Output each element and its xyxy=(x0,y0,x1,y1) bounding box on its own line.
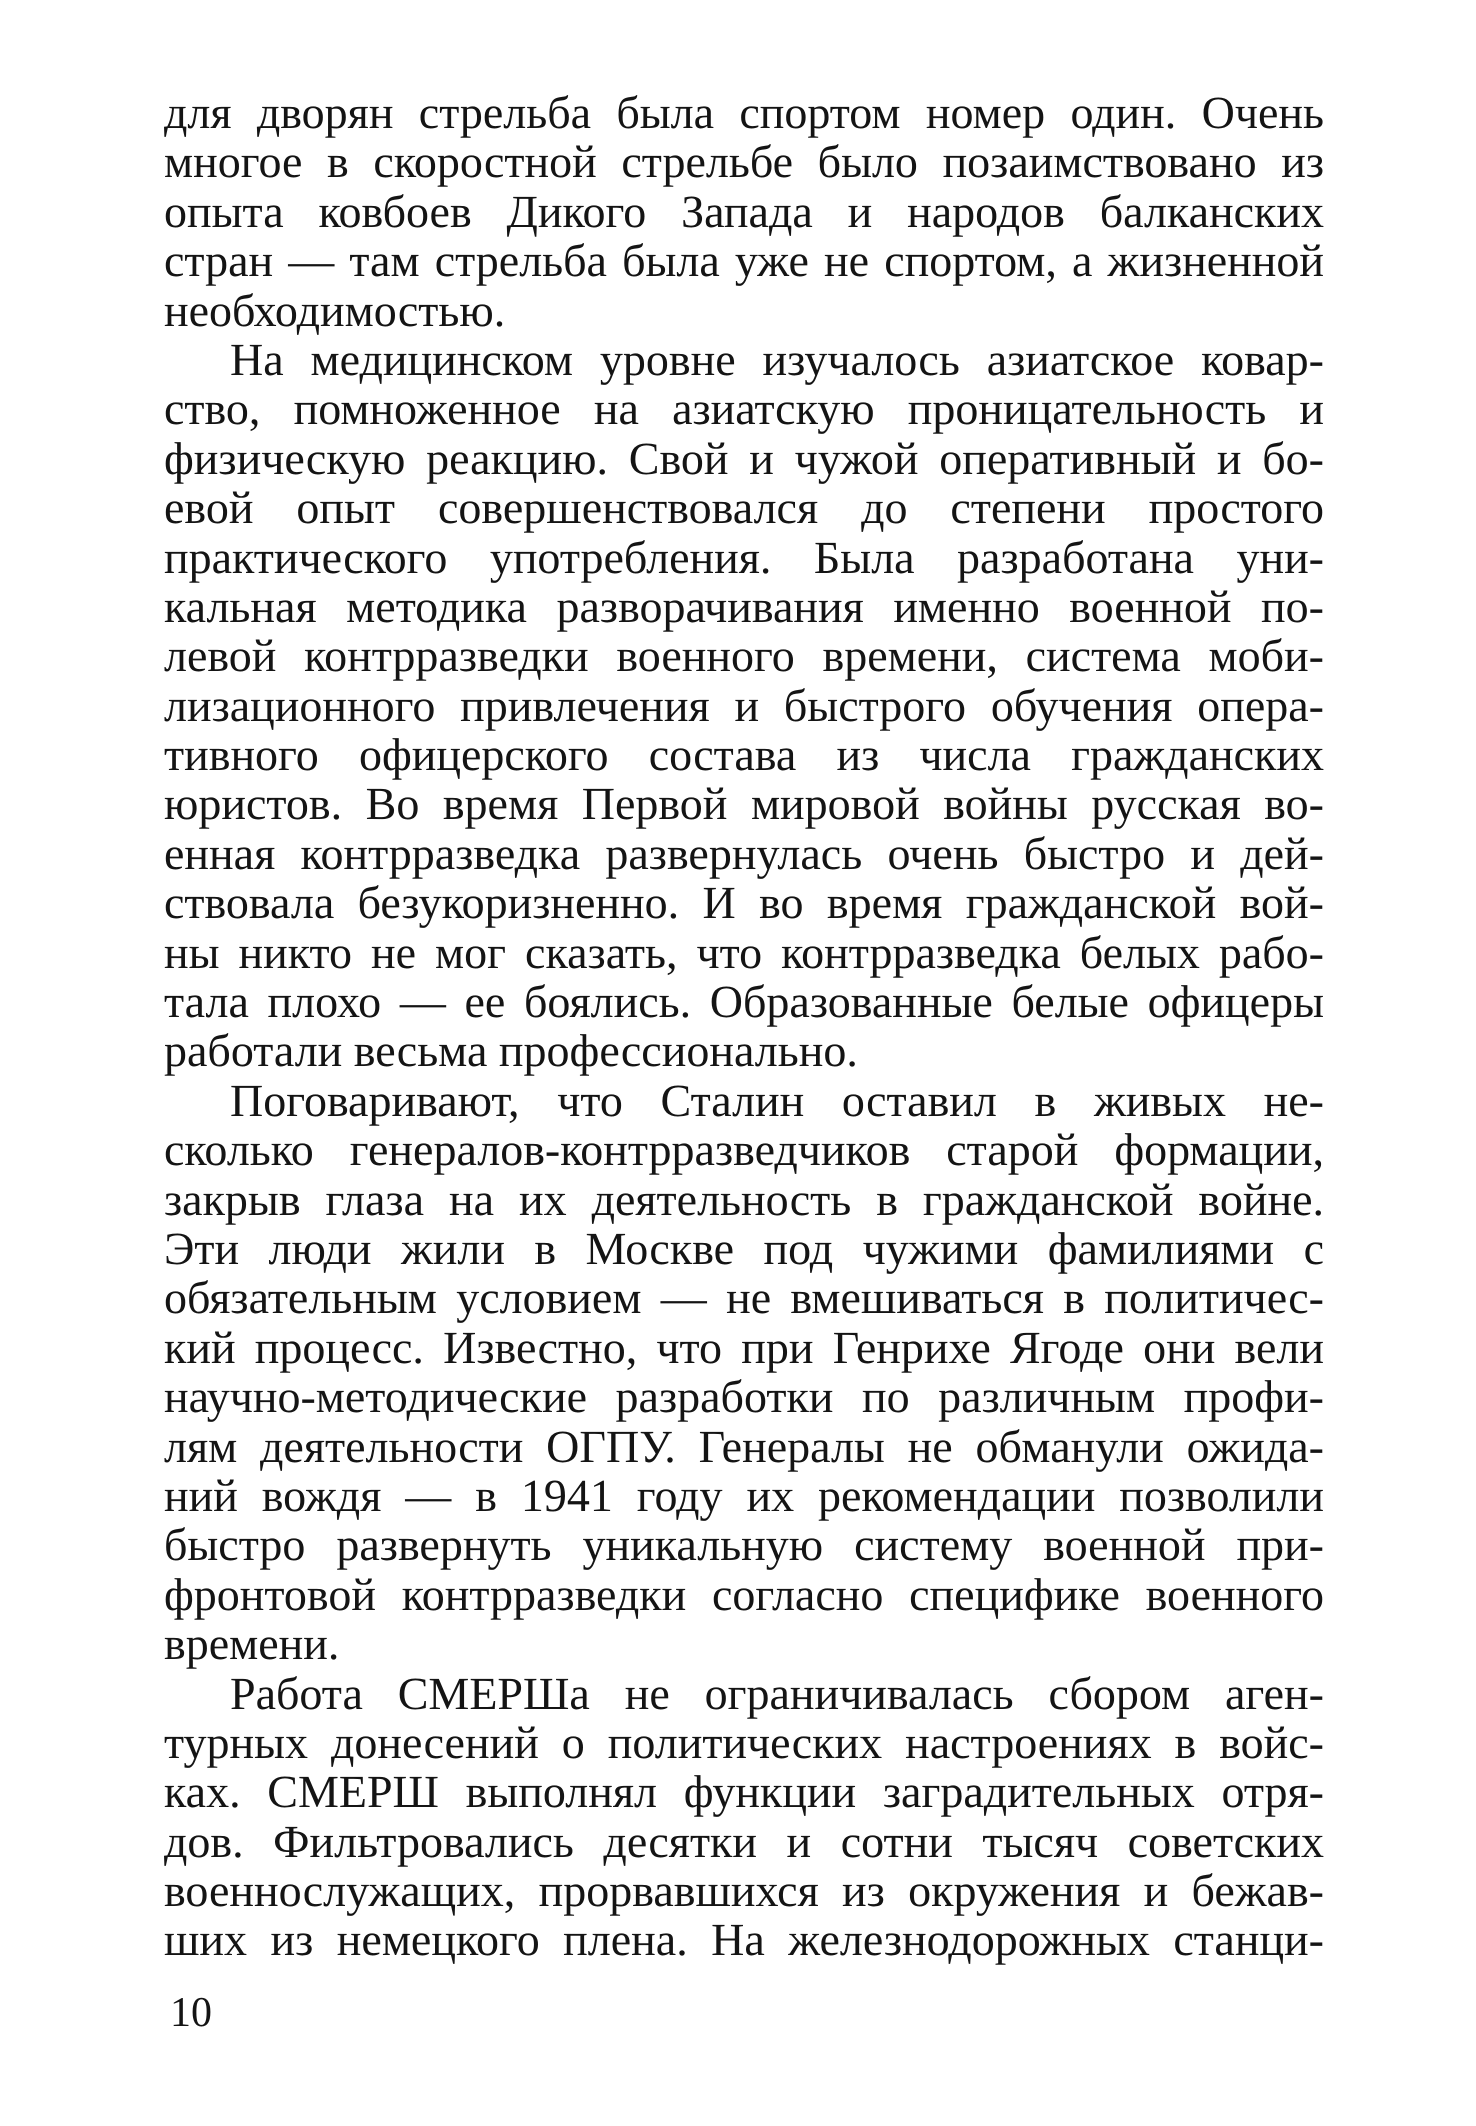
text-line: енная контрразведка развернулась очень быстро и дей- xyxy=(164,827,1324,879)
text-line: кальная методика разворачивания именно военной по- xyxy=(164,580,1324,632)
text-line: опыта ковбоев Дикого Запада и народов балканских xyxy=(164,185,1324,237)
text-line: ний вождя — в 1941 году их рекомендации позволили xyxy=(164,1469,1324,1521)
text-line: ство, помноженное на азиатскую проницательность и xyxy=(164,383,1324,435)
text-line: закрыв глаза на их деятельность в гражданской войне. xyxy=(164,1173,1324,1225)
text-line: обязательным условием — не вмешиваться в политичес- xyxy=(164,1272,1324,1324)
text-line: ках. СМЕРШ выполнял функции заградительных отря- xyxy=(164,1766,1324,1818)
body-text xyxy=(164,88,1324,1965)
text-line: ны никто не мог сказать, что контрразведка белых рабо- xyxy=(164,926,1324,978)
text-line: Работа СМЕРШа не ограничивалась сбором аген- xyxy=(230,1667,1324,1719)
text-line: На медицинском уровне изучалось азиатское ковар- xyxy=(230,333,1324,385)
text-line: лям деятельности ОГПУ. Генералы не обманули ожида- xyxy=(164,1420,1324,1472)
text-line: Поговаривают, что Сталин оставил в живых не- xyxy=(230,1074,1324,1126)
text-line: работали весьма профессионально. xyxy=(164,1025,858,1077)
text-line: турных донесений о политических настроениях в войс- xyxy=(164,1716,1324,1768)
text-line: тивного офицерского состава из числа гражданских xyxy=(164,729,1324,781)
text-line: левой контрразведки военного времени, система моби- xyxy=(164,630,1324,682)
text-line: многое в скоростной стрельбе было позаимствовано из xyxy=(164,136,1324,188)
text-line: стран — там стрельба была уже не спортом, а жизненной xyxy=(164,235,1324,287)
text-line: ствовала безукоризненно. И во время гражданской вой- xyxy=(164,877,1324,929)
page-number: 10 xyxy=(170,1990,212,2036)
text-line: сколько генералов-контрразведчиков старой формации, xyxy=(164,1124,1324,1176)
text-line: военнослужащих, прорвавшихся из окружения и бежав- xyxy=(164,1865,1324,1917)
text-line: быстро развернуть уникальную систему военной при- xyxy=(164,1519,1324,1571)
text-line: физическую реакцию. Свой и чужой оперативный и бо- xyxy=(164,432,1324,484)
text-line: научно-методические разработки по различным профи- xyxy=(164,1371,1324,1423)
text-line: времени. xyxy=(164,1618,340,1670)
text-line: лизационного привлечения и быстрого обучения опера- xyxy=(164,679,1324,731)
text-line: необходимостью. xyxy=(164,284,506,336)
text-line: ших из немецкого плена. На железнодорожных станци- xyxy=(164,1914,1324,1966)
text-line: юристов. Во время Первой мировой войны русская во- xyxy=(164,778,1324,830)
text-line: тала плохо — ее боялись. Образованные белые офицеры xyxy=(164,976,1324,1028)
text-line: практического употребления. Была разработана уни- xyxy=(164,531,1324,583)
text-line: кий процесс. Известно, что при Генрихе Ягоде они вели xyxy=(164,1321,1324,1373)
text-line: евой опыт совершенствовался до степени простого xyxy=(164,482,1324,534)
text-line: фронтовой контрразведки согласно специфике военного xyxy=(164,1568,1324,1620)
text-line: Эти люди жили в Москве под чужими фамилиями с xyxy=(164,1222,1324,1274)
text-line: для дворян стрельба была спортом номер один. Очень xyxy=(164,87,1324,138)
text-line: дов. Фильтровались десятки и сотни тысяч советских xyxy=(164,1815,1324,1867)
